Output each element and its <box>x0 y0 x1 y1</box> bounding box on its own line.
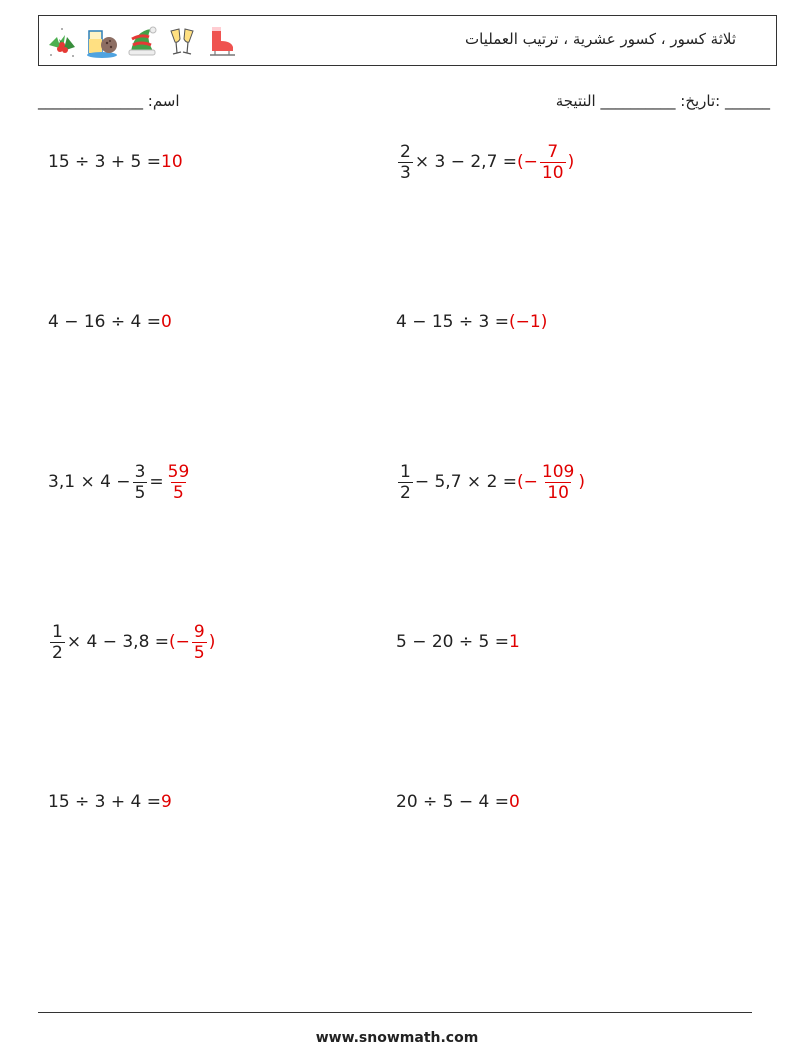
ice-skate-icon <box>205 23 239 59</box>
question-fraction <box>133 462 148 503</box>
answer-prefix: (− <box>517 472 538 492</box>
answer-suffix: ) <box>567 152 575 172</box>
worksheet-title: ثلاثة كسور ، كسور عشرية ، ترتيب العمليات <box>465 30 736 48</box>
answer-value: 1 <box>509 632 520 652</box>
problem-1 <box>48 152 183 172</box>
champagne-glasses-icon <box>165 23 199 59</box>
footer-divider <box>38 1012 752 1013</box>
answer-fraction-numerator: 9 <box>193 621 205 642</box>
question-fraction-denominator: 3 <box>400 162 411 183</box>
answer-fraction-denominator: 10 <box>547 482 569 503</box>
question-fraction-numerator: 1 <box>400 461 411 482</box>
answer-value: 10 <box>161 152 183 172</box>
question-text: 3,1 × 4 − <box>48 472 131 492</box>
question-text: 15 ÷ 3 + 4 = <box>48 792 162 812</box>
answer-fraction <box>192 622 207 663</box>
problem-2 <box>396 141 575 183</box>
answer-fraction-denominator: 10 <box>541 162 564 183</box>
answer-value: 9 <box>161 792 172 812</box>
answer-fraction-denominator: 5 <box>193 642 205 663</box>
problem-10 <box>396 792 520 812</box>
answer <box>164 462 194 503</box>
holly-icon <box>45 23 79 59</box>
question-fraction-numerator: 3 <box>134 461 146 482</box>
header-box <box>38 15 777 66</box>
problem-3 <box>48 312 172 332</box>
answer <box>169 622 215 663</box>
answer-fraction-numerator: 59 <box>167 461 190 482</box>
problem-8 <box>396 632 520 652</box>
problem-6 <box>396 461 586 503</box>
question-fraction-numerator: 1 <box>52 621 63 642</box>
question-text: 5 − 20 ÷ 5 = <box>396 632 510 652</box>
question-text: 20 ÷ 5 − 4 = <box>396 792 510 812</box>
answer <box>517 142 574 183</box>
answer-value: 0 <box>161 312 172 332</box>
answer-fraction-numerator: 109 <box>541 461 575 482</box>
answer-value: (−1) <box>509 312 548 332</box>
question-fraction <box>398 142 413 183</box>
answer-suffix: ) <box>208 632 216 652</box>
name-line: اسم: ______________ <box>38 92 180 110</box>
question-text: − 5,7 × 2 = <box>414 472 518 492</box>
question-fraction <box>398 462 413 503</box>
problem-4 <box>396 312 547 332</box>
elf-hat-icon <box>125 23 159 59</box>
problem-5 <box>48 461 193 503</box>
question-text-tail: = <box>149 472 164 492</box>
problem-9 <box>48 792 172 812</box>
answer <box>161 312 172 332</box>
question-fraction-numerator: 2 <box>400 141 411 162</box>
answer-fraction-denominator: 5 <box>173 482 184 503</box>
milk-cookie-icon <box>85 23 119 59</box>
problem-7 <box>48 621 216 663</box>
question-text: 4 − 16 ÷ 4 = <box>48 312 162 332</box>
answer <box>509 312 547 332</box>
question-fraction <box>50 622 65 663</box>
question-fraction-denominator: 5 <box>134 482 146 503</box>
question-fraction-denominator: 2 <box>400 482 411 503</box>
question-text: × 3 − 2,7 = <box>414 152 518 172</box>
answer-prefix: (− <box>169 632 190 652</box>
question-text: 4 − 15 ÷ 3 = <box>396 312 510 332</box>
answer <box>517 462 585 503</box>
answer-prefix: (− <box>517 152 538 172</box>
answer-suffix: ) <box>578 472 586 492</box>
answer <box>161 152 183 172</box>
question-text: × 4 − 3,8 = <box>66 632 170 652</box>
answer-fraction <box>540 142 566 183</box>
question-fraction-denominator: 2 <box>52 642 63 663</box>
answer <box>509 632 520 652</box>
footer-url[interactable]: www.snowmath.com <box>315 1030 479 1046</box>
answer <box>509 792 520 812</box>
answer-value: 0 <box>509 792 520 812</box>
answer <box>161 792 172 812</box>
icon-strip <box>45 23 239 59</box>
question-text: 15 ÷ 3 + 5 = <box>48 152 162 172</box>
answer-fraction-numerator: 7 <box>547 141 559 162</box>
answer-fraction <box>540 462 576 503</box>
answer-fraction <box>166 462 192 503</box>
date-score-line: ______ :تاريخ: __________ النتيجة <box>555 92 770 110</box>
